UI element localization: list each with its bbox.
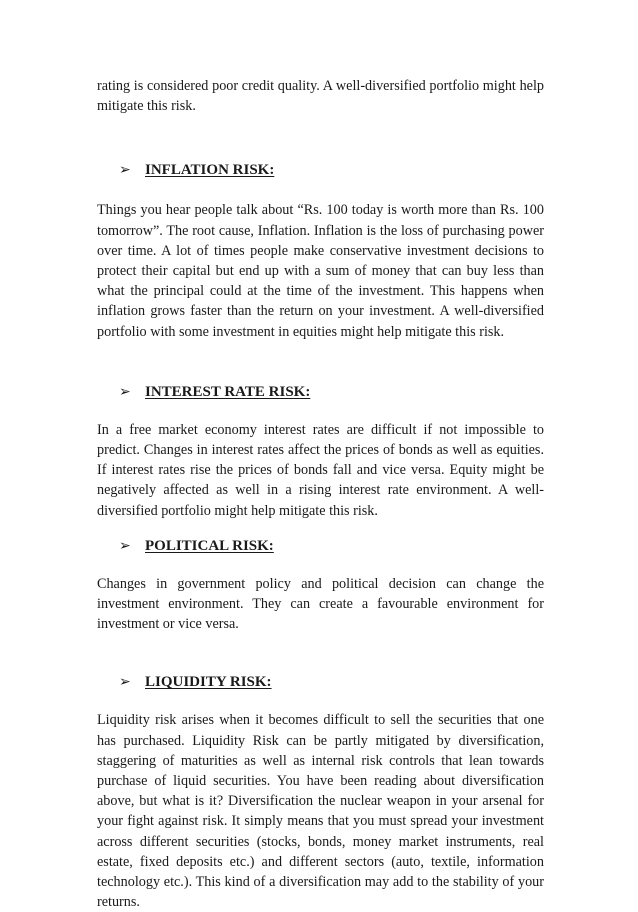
section-heading-liquidity <box>119 672 544 692</box>
arrow-bullet-icon: ➢ <box>119 537 131 554</box>
arrow-bullet-icon: ➢ <box>119 162 131 179</box>
section-heading-inflation <box>119 160 544 180</box>
arrow-bullet-icon: ➢ <box>119 674 131 691</box>
heading-inflation-risk: INFLATION RISK: <box>145 162 275 179</box>
heading-interest-rate-risk: INTEREST RATE RISK: <box>145 383 311 400</box>
document-page <box>97 76 544 912</box>
heading-liquidity-risk: LIQUIDITY RISK: <box>145 674 272 691</box>
arrow-bullet-icon: ➢ <box>119 383 131 400</box>
section-heading-interest-rate <box>119 382 544 402</box>
section-heading-political <box>119 536 544 556</box>
paragraph-interest-rate-risk: In a free market economy interest rates are difficult if not impossible to predict. Changes in interest rates affect the prices of bonds as well as equities. If interest rates rise the prices of bonds fall and vice versa. Equity might be negatively affected as well in a rising interest rate environment. A well-diversified portfolio might help mitigate this risk. <box>97 421 544 519</box>
paragraph-political-risk: Changes in government policy and political decision can change the investment environment. They can create a favourable environment for investment or vice versa. <box>97 575 544 633</box>
paragraph-liquidity-risk: Liquidity risk arises when it becomes difficult to sell the securities that one has purchased. Liquidity Risk can be partly mitigated by diversification, staggering of maturities as well as internal risk controls that lean towards purchase of liquid securities. You have been reading about diversification above, but what is it? Diversification the nuclear weapon in your arsenal for your fight against risk. It simply means that you must spread your investment across different securities (stocks, bonds, money market instruments, real estate, fixed deposits etc.) and different sectors (auto, textile, information technology etc.). This kind of a diversification may add to the stability of your returns. <box>97 712 544 911</box>
heading-political-risk: POLITICAL RISK: <box>145 537 274 554</box>
intro-paragraph: rating is considered poor credit quality. A well-diversified portfolio might help mitigate this risk. <box>97 78 544 115</box>
paragraph-inflation-risk: Things you hear people talk about “Rs. 100 today is worth more than Rs. 100 tomorrow”. The root cause, Inflation. Inflation is the loss of purchasing power over time. A lot of times people make conservative investment decisions to protect their capital but end up with a sum of money that can buy less than what the principal could at the time of the investment. This happens when inflation grows faster than the return on your investment. A well-diversified portfolio with some investment in equities might help mitigate this risk. <box>97 202 544 340</box>
